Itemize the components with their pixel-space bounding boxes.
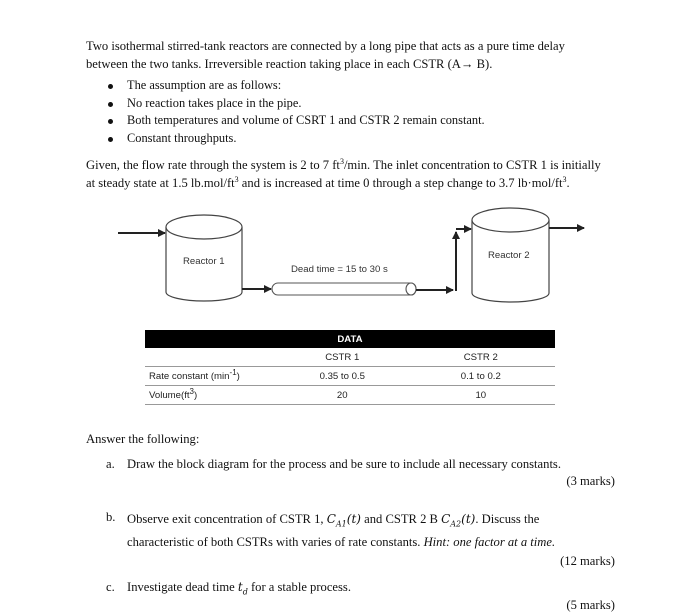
data-table	[145, 330, 555, 405]
pipe-to-reactor-2-arrow	[416, 229, 471, 291]
assumption-item: No reaction takes place in the pipe.	[108, 95, 485, 113]
dead-time-symbol: $t_d$	[237, 580, 248, 597]
cell-cstr1: 20	[278, 386, 407, 405]
concentration-ca1: $C_{A1}(t)$	[326, 512, 361, 529]
question-a-letter: a.	[106, 457, 115, 471]
table-title: DATA	[145, 330, 555, 348]
question-b-letter: b.	[106, 510, 116, 524]
question-c-letter: c.	[106, 580, 115, 594]
table-title-row	[145, 330, 555, 348]
cell-cstr1: 0.35 to 0.5	[278, 367, 407, 386]
assumption-item: Both temperatures and volume of CSRT 1 and CSTR 2 remain constant.	[108, 112, 485, 130]
table-header-cell: CSTR 2	[407, 348, 555, 367]
question-b-line-2: characteristic of both CSTRs with varies of rate constants. Hint: one factor at a time.	[127, 535, 556, 550]
given-line-2: at steady state at 1.5 $lb.mol/ft^3$ and is increased at time 0 through a step change to 3.7 $lb\cdot mol/ft^3$.	[86, 174, 570, 190]
question-a-text: Draw the block diagram for the process and be sure to include all necessary constants.	[127, 457, 561, 471]
dead-time-pipe	[272, 283, 416, 295]
assumption-item: Constant throughputs.	[108, 130, 485, 148]
question-c-marks: (5 marks)	[566, 598, 615, 612]
table-header-cell	[145, 348, 278, 367]
question-b-line-1: Observe exit concentration of CSTR 1, $C_{A1}(t)$ and CSTR 2 B $C_{A2}(t)$. Discuss the	[127, 512, 540, 529]
assumption-item: The assumption are as follows:	[108, 77, 485, 95]
concentration-ca2: $C_{A2}(t)$	[441, 512, 476, 529]
hint-text: Hint: one factor at a time.	[423, 535, 556, 550]
cell-cstr2: 10	[407, 386, 555, 405]
given-line-1: Given, the flow rate through the system is 2 to 7 $ft^3/\min$. The inlet concentration to CSTR 1 is initially	[86, 156, 601, 172]
cell-cstr2: 0.1 to 0.2	[407, 367, 555, 386]
dead-time-label: Dead time = 15 to 30 s	[291, 264, 388, 275]
table-header-row	[145, 348, 555, 367]
table-header-cell: CSTR 1	[278, 348, 407, 367]
intro-line-2: between the two tanks. Irreversible reaction taking place in each CSTR (A→ B).	[86, 57, 493, 71]
questions-heading: Answer the following:	[86, 432, 200, 446]
intro-line-1: Two isothermal stirred-tank reactors are connected by a long pipe that acts as a pure time delay	[86, 39, 565, 53]
table-row	[145, 386, 555, 405]
question-b-text	[127, 510, 617, 551]
row-label: $Volume(ft^3)$	[145, 386, 278, 405]
reactor-1-label: Reactor 1	[183, 256, 225, 267]
question-c-text: Investigate dead time $t_d$ for a stable process.	[127, 580, 351, 597]
reactor-2-label: Reactor 2	[488, 250, 530, 261]
question-b-marks: (12 marks)	[560, 554, 615, 568]
row-label: Rate constant $(\min^{-1})$	[145, 367, 278, 386]
question-a-marks: (3 marks)	[566, 474, 615, 488]
table-row	[145, 367, 555, 386]
